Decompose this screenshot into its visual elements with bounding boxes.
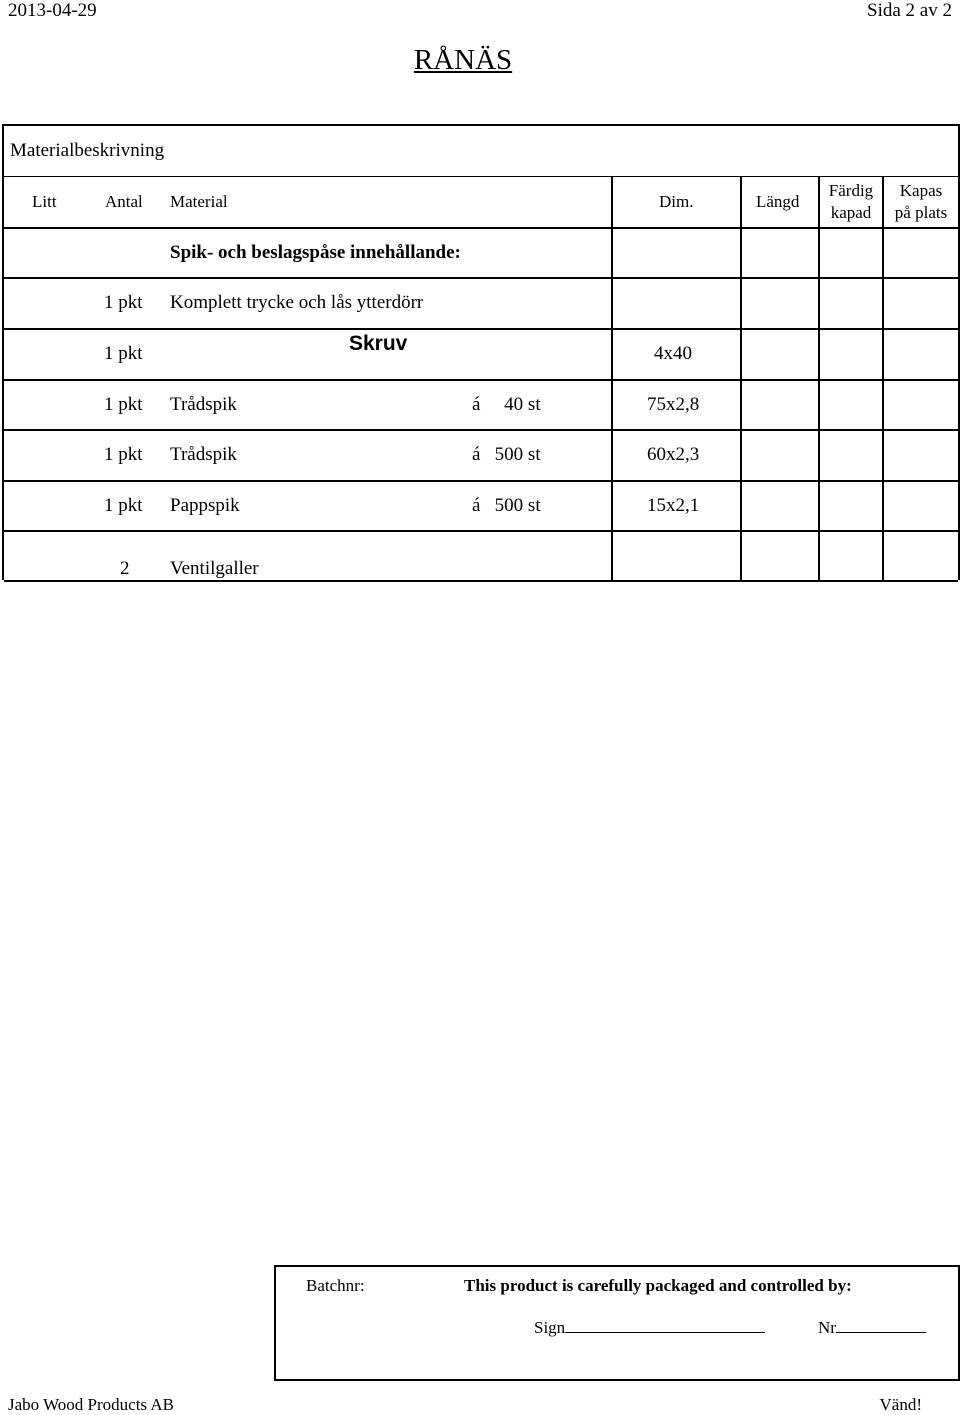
col-header-kapas: Kapas — [899, 181, 943, 200]
row-antal: 1 pkt — [104, 343, 143, 364]
nr-field — [818, 1318, 926, 1338]
row-material: Ventilgaller — [170, 558, 259, 579]
row-dim: 75x2,8 — [647, 394, 700, 415]
nr-label: Nr — [818, 1318, 836, 1337]
row-antal: 1 pkt — [104, 444, 143, 465]
col-divider — [818, 176, 820, 582]
row-material: Skruv — [349, 332, 408, 355]
batch-label: Batchnr: — [306, 1276, 365, 1295]
col-header-kapas-sub: på plats — [894, 203, 948, 222]
row-antal: 1 pkt — [104, 394, 143, 415]
row-divider — [4, 379, 958, 381]
col-header-dim: Dim. — [659, 192, 694, 211]
row-material: Trådspik — [170, 394, 237, 415]
nr-line — [836, 1318, 926, 1333]
row-material: Komplett trycke och lås ytterdörr — [170, 292, 424, 313]
table-bottom-border — [4, 580, 958, 582]
packaging-control-box — [274, 1265, 960, 1381]
sign-field — [534, 1318, 765, 1338]
row-quantity: á 500 st — [472, 495, 541, 516]
document-date: 2013-04-29 — [8, 0, 97, 21]
col-header-antal: Antal — [105, 192, 143, 211]
col-header-fardig-sub: kapad — [830, 203, 872, 222]
section-title: Materialbeskrivning — [10, 140, 165, 161]
row-material: Pappspik — [170, 495, 240, 516]
col-header-litt: Litt — [32, 192, 57, 211]
row-divider — [4, 480, 958, 482]
col-header-material: Material — [170, 192, 228, 211]
col-divider — [882, 176, 884, 582]
row-divider — [4, 328, 958, 330]
col-header-langd: Längd — [756, 192, 800, 211]
row-divider — [4, 227, 958, 229]
turn-page-note: Vänd! — [879, 1395, 922, 1414]
page-number: Sida 2 av 2 — [867, 0, 952, 21]
row-antal: 2 — [120, 558, 130, 579]
controlled-text: This product is carefully packaged and controlled by: — [464, 1276, 852, 1295]
document-title: RÅNÄS — [413, 44, 513, 76]
row-divider — [4, 176, 958, 177]
row-quantity: á 500 st — [472, 444, 541, 465]
row-quantity: á 40 st — [472, 394, 541, 415]
row-dim: 4x40 — [654, 343, 692, 364]
sign-line — [565, 1318, 765, 1333]
row-antal: 1 pkt — [104, 292, 143, 313]
col-divider — [611, 176, 613, 582]
company-name: Jabo Wood Products AB — [8, 1395, 174, 1414]
row-divider — [4, 530, 958, 532]
row-divider — [4, 429, 958, 431]
material-table — [2, 124, 960, 580]
row-antal: 1 pkt — [104, 495, 143, 516]
row-divider — [4, 277, 958, 279]
row-dim: 60x2,3 — [647, 444, 700, 465]
row-material: Trådspik — [170, 444, 237, 465]
row-dim: 15x2,1 — [647, 495, 700, 516]
col-header-fardig: Färdig — [828, 181, 874, 200]
sign-label: Sign — [534, 1318, 566, 1337]
group-title: Spik- och beslagspåse innehållande: — [170, 242, 461, 263]
col-divider — [740, 176, 742, 582]
